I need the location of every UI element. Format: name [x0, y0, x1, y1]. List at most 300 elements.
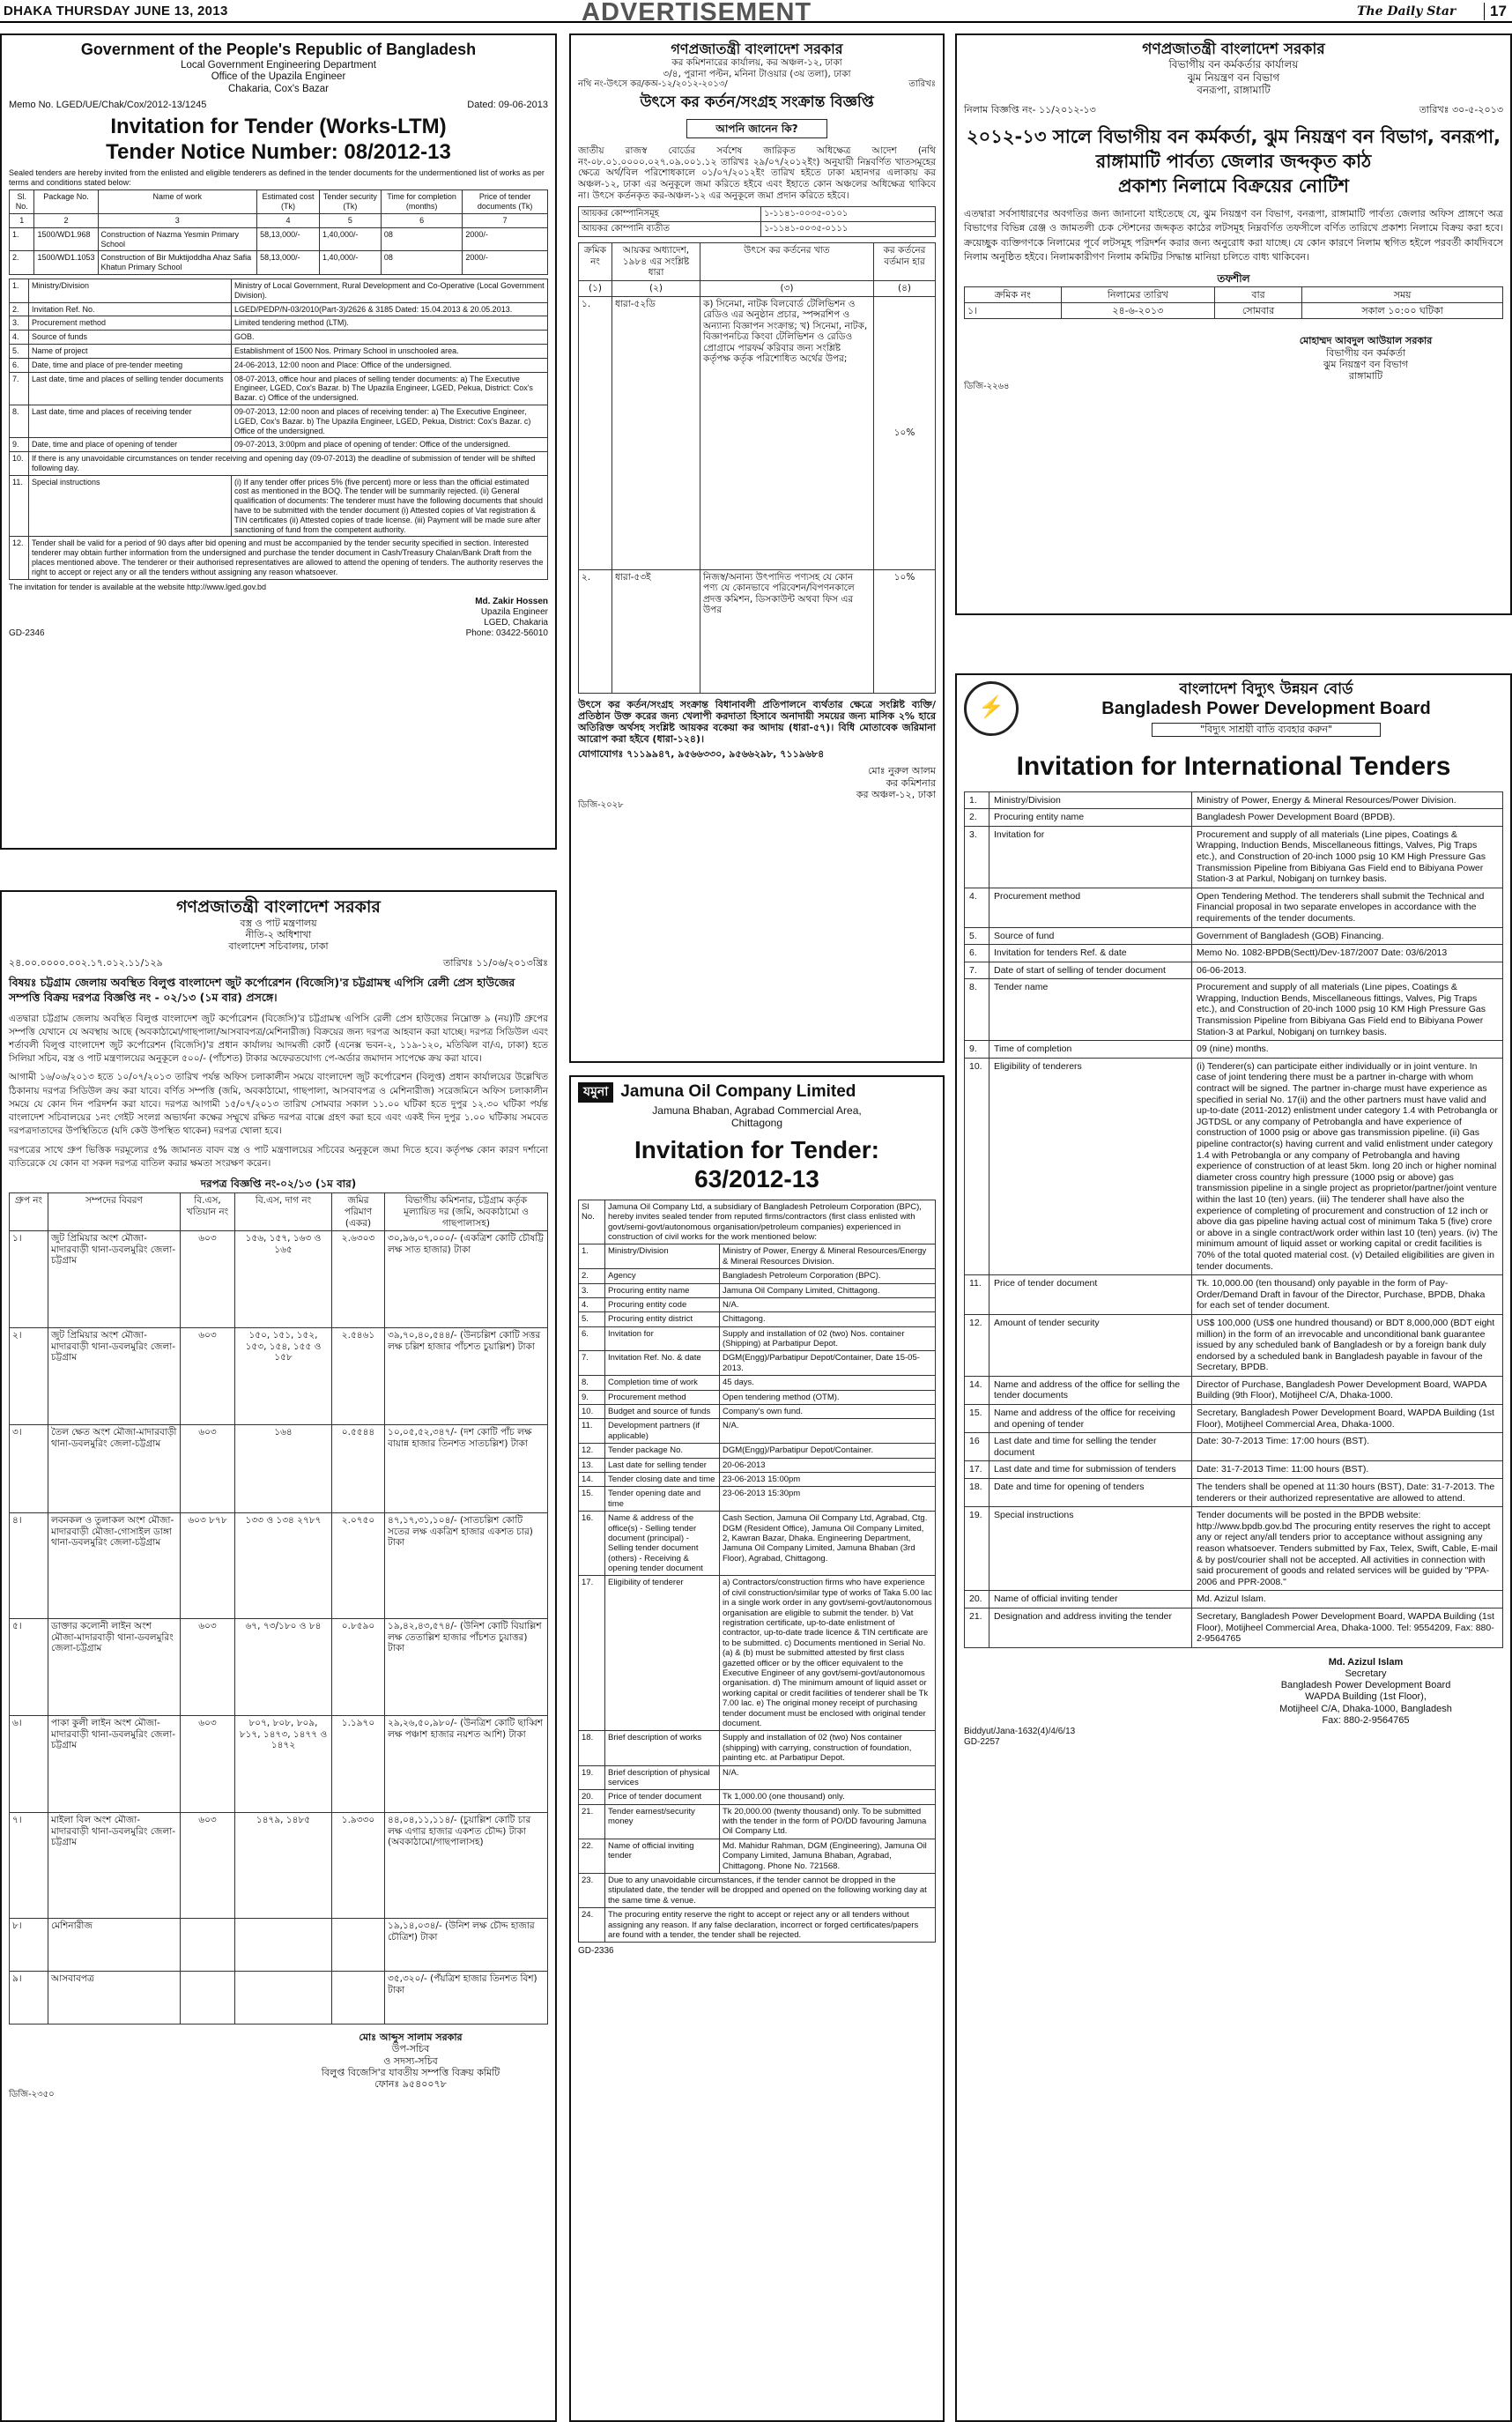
lged-col: Tender security (Tk) [319, 190, 381, 214]
table-row [10, 1231, 548, 1328]
cell: পাকা কুলী লাইন অংশ মৌজা-মাদারবাড়ী থানা-ডবলমুরিং জেলা-চট্টগ্রাম [48, 1716, 181, 1813]
nbr-heading: উৎসে কর কর্তন/সংগ্রহ সংক্রান্ত বিজ্ঞপ্তি [640, 93, 874, 112]
jute-branch: নীতি-২ অধিশাখা [245, 928, 312, 940]
cell: DGM(Engg)/Parbatipur Depot/Container. [720, 1444, 936, 1458]
nbr-col: ক্রমিক নং [579, 243, 612, 281]
cell: নিজস্ব/অনান্য উৎপাদিত পণ্যসহ যে কোন পণ্য যে কোনভাবে পরিবেশন/বিপণনকালে প্রদত্ত কমিশন, ডিসকাউন্ট অথবা ফিস এর উপর [700, 569, 874, 693]
cell: DGM(Engg)/Parbatipur Depot/Container, Date 15-05-2013. [720, 1351, 936, 1376]
cell: Eligibility of tenderers [989, 1058, 1192, 1274]
cell: The procuring entity reserve the right to accept or reject any or all tenders without assigning any reason. If any false declaration, incorrect or forged certificates/papers are found with a tender, the tender shall be rejected. [605, 1908, 936, 1943]
cell: Date of start of selling of tender document [989, 962, 1192, 979]
cell: Designation and address inviting the tender [989, 1608, 1192, 1647]
cell: Eligibility of tenderer [605, 1576, 720, 1731]
cell: GOB. [232, 331, 548, 345]
cell: 08 [381, 227, 462, 251]
bpdb-signer-fax: Fax: 880-2-9564765 [1322, 1714, 1410, 1726]
table-row [965, 1608, 1503, 1647]
cell: ৬০৩ [181, 1619, 235, 1716]
cell: Time of completion [989, 1041, 1192, 1059]
table-row [965, 1507, 1503, 1591]
cell: 1. [579, 1244, 605, 1269]
cell: ১০,০৫,৫২,৩৪৭/- (দশ কোটি পাঁচ লক্ষ বায়ান্ন হাজার তিনশত সাতচল্লিশ) টাকা [385, 1425, 548, 1513]
cell: ১৩৩ ও ১৩৪ ২৭৮৭ [235, 1513, 332, 1619]
lged-col: Name of work [98, 190, 257, 214]
cell: The tenders shall be opened at 11:30 hours (BST), Date: 31-7-2013. The tenderers or their authorized representative are allowed to attend. [1192, 1479, 1503, 1507]
table-row [965, 962, 1503, 979]
cell: ১৫০, ১৫১, ১৫২, ১৫৩, ১৫৪, ১৫৫ ও ১৫৮ [235, 1328, 332, 1425]
jute-phone: ফোনঃ ৯৫৪০০৭৮ [374, 2077, 447, 2090]
cell: সোমবার [1214, 303, 1301, 319]
table-row [965, 945, 1503, 962]
jute-signer-org: ও সদস্য-সচিব [383, 2054, 438, 2067]
cell: Procurement method [605, 1390, 720, 1404]
nbr-col: কর কর্তনের বর্তমান হার [874, 243, 936, 281]
cell: 58,13,000/- [257, 227, 320, 251]
nbr-memo: নথি নং-উৎসে কর/কঅ-১২/২০১২-২০১৩/ [578, 79, 728, 90]
cell: ১০% [874, 296, 936, 569]
jute-col: জমির পরিমাণ (একর) [332, 1193, 385, 1231]
cell: Ministry/Division [989, 791, 1192, 809]
table-row [10, 251, 548, 275]
nbr-colnum: (৪) [874, 280, 936, 296]
table-row [965, 1433, 1503, 1461]
nbr-address: ৩/৪, পুরানা পল্টন, মনিনা টাওয়ার (৩য় তলা), ঢাকা [663, 68, 851, 79]
cell: 15. [579, 1487, 605, 1512]
table-row [10, 344, 548, 358]
jute-col: বি.এস, খতিয়ান নং [181, 1193, 235, 1231]
cell: 23. [579, 1874, 605, 1908]
jamuna-title: Jamuna Oil Company Limited [620, 1082, 856, 1101]
cell: ০.৫৫৪৪ [332, 1425, 385, 1513]
bpdb-logo-icon: ⚡ [964, 681, 1019, 736]
cell: আসবাবপত্র [48, 1972, 181, 2025]
cell: Ministry of Power, Energy & Mineral Resources/Energy & Mineral Resources Division. [720, 1244, 936, 1269]
cell: 2. [10, 302, 29, 316]
forest-office: বিভাগীয় বন কর্মকর্তার কার্যালয় [1168, 58, 1299, 71]
cell: Procuring entity name [605, 1283, 720, 1297]
jute-body3: দরপত্রের সাথে গ্রুপ ভিত্তিক দরমূল্যের ৫% জামানত বাবদ বস্ত্র ও পাট মন্ত্রণালয়ের সচিবের অনুকূলে জমা দিতে হবে। কর্তৃপক্ষ কোন কারণ দর্শানো ব্যতিরেকে যে কোন বা সকল দরপত্র বাতিল করার ক্ষমতা সংরক্ষণ করেন। [9, 1144, 548, 1169]
cell: Construction of Bir Muktijoddha Ahaz Safia Khatun Primary School [98, 251, 257, 275]
table-row [579, 1444, 936, 1458]
cell: Invitation Ref. No. [29, 302, 232, 316]
cell: 13. [579, 1458, 605, 1472]
cell: Jamuna Oil Company Ltd, a subsidiary of Bangladesh Petroleum Corporation (BPC), hereby invites sealed tender from reputed firms/contractors (first class enlisted with govt/semi-govt/autonomous organisation/petroleum companies) experienced in construction of civil works for the work mentioned below: [605, 1200, 936, 1244]
cell: Source of funds [29, 331, 232, 345]
cell: ৪৪,০৪,১১,১১৪/- (চুয়াল্লিশ কোটি চার লক্ষ এগার হাজার একশত চৌদ্দ) টাকা (অবকাঠামো/গাছপালাসহ) [385, 1813, 548, 1919]
cell: 3. [10, 316, 29, 331]
cell [181, 1919, 235, 1972]
table-row [10, 316, 548, 331]
lged-heading: Invitation for Tender (Works-LTM) [110, 115, 447, 139]
cell: সকাল ১০:০০ ঘটিকা [1302, 303, 1503, 319]
table-row [579, 1487, 936, 1512]
nbr-code-table [578, 206, 936, 237]
cell: ২. [579, 569, 612, 693]
cell: Budget and source of funds [605, 1405, 720, 1419]
cell: ১. [579, 296, 612, 569]
cell: 12. [965, 1314, 989, 1376]
cell [235, 1919, 332, 1972]
forest-heading: ২০১২-১৩ সালে বিভাগীয় বন কর্মকর্তা, ঝুম নিয়ন্ত্রণ বন বিভাগ, বনরূপা, রাঙ্গামাটি পার্বত্য জেলার জব্দকৃত কাঠ [966, 125, 1501, 173]
lged-signer: Md. Zakir Hossen [475, 597, 548, 607]
cell: ১৯,৪২,৪৩,৫৭৪/- (উনিশ কোটি বিয়াল্লিশ লক্ষ তেতাল্লিশ হাজার পাঁচশত চুয়াত্তর) টাকা [385, 1619, 548, 1716]
table-row [579, 1326, 936, 1351]
table-row [965, 888, 1503, 927]
nbr-contact: যোগাযোগঃ ৭১১৯৯৪৭, ৯৫৬৬৩৩০, ৯৫৬৬২৯৮, ৭১১৯৬৮৪ [578, 748, 825, 761]
cell: ধারা-৫৩ই [612, 569, 700, 693]
cell: 2. [965, 809, 989, 827]
masthead-page-number: 17 [1484, 3, 1507, 20]
lged-col: Sl. No. [10, 190, 34, 214]
cell: Secretary, Bangladesh Power Development Board, WAPDA Building (1st Floor), Motijheel Commercial Area, Dhaka-1000. [1192, 1405, 1503, 1433]
cell: 1. [965, 791, 989, 809]
cell: 6. [579, 1326, 605, 1351]
cell: ১.১৯৭০ [332, 1716, 385, 1813]
table-row [579, 1405, 936, 1419]
cell: 06-06-2013. [1192, 962, 1503, 979]
cell: ০.৮৫৯০ [332, 1619, 385, 1716]
jute-property-table [9, 1192, 548, 2025]
lged-phone: Phone: 03422-56010 [465, 628, 548, 639]
cell: 7. [579, 1351, 605, 1376]
table-row [10, 1972, 548, 2025]
table-row [579, 222, 936, 237]
nbr-code: ডিজি-২০২৮ [578, 800, 624, 810]
table-row [965, 826, 1503, 888]
table-row [965, 1041, 1503, 1059]
cell [181, 1972, 235, 2025]
masthead [0, 0, 1512, 26]
nbr-colnum: (২) [612, 280, 700, 296]
cell: ৪। [10, 1513, 48, 1619]
bpdb-code2: GD-2257 [964, 1736, 1000, 1747]
table-row [579, 1458, 936, 1472]
cell: ১৫৬, ১৫৭, ১৬৩ ও ১৬৫ [235, 1231, 332, 1328]
cell: Last date, time and places of selling tender documents [29, 372, 232, 405]
masthead-paper-name: The Daily Star [1357, 4, 1456, 19]
cell: ২৪-৬-২০১৩ [1061, 303, 1214, 319]
lged-website: The invitation for tender is available at the website http://www.lged.gov.bd [9, 582, 266, 591]
cell: 24. [579, 1908, 605, 1943]
table-row [10, 331, 548, 345]
cell: ১। [965, 303, 1062, 319]
forest-col: সময় [1302, 287, 1503, 303]
table-row [579, 1765, 936, 1790]
cell: Secretary, Bangladesh Power Development Board, WAPDA Building (1st Floor), Motijheel Commercial Area, Dhaka-1000. Tel: 9554209, Fax: 880-2-9564765 [1192, 1608, 1503, 1647]
bpdb-signer: Md. Azizul Islam [1328, 1656, 1404, 1668]
jute-body1: এতদ্বারা চট্টগ্রাম জেলায় অবস্থিত বিলুপ্ত বাংলাদেশ জুট কর্পোরেশন (বিজেসি)'র চট্টগ্রামস্থ এপিসি রেলী প্রেস হাউজের নিম্নোক্ত ৯ (নয়)টি গ্রুপের সম্পত্তি যেখানে যে অবস্থায় আছে (অবকাঠামো/গাছপালা/আসবাবপত্র/মেশিনারীজ) বিক্রয়ের জন্য দরপত্র আহবান করা যাচ্ছে। দরপত্র সিডিউল এবং শর্তাবলী বিলুপ্ত বাংলাদেশ জুট কর্পোরেশন (বিজেসি)'র প্রধান কার্যালয় আদমজী কোর্ট (এনেক্স ভবন-২, ১১৯-১২০, মতিঝিল বা/এ, ঢাকা) হতে সিলিয়া সচিব, বস্ত্র ও পাট মন্ত্রণালয়ের অনুকূলে ৫০০/- (পাঁচশত) টাকার অফেরতযোগ্য পে-অর্ডার জমাদান সাপেক্ষে ক্রয় করা যাবে। [9, 1013, 548, 1065]
table-row [10, 358, 548, 372]
table-row [965, 1405, 1503, 1433]
cell: Tender package No. [605, 1444, 720, 1458]
forest-memo: নিলাম বিজ্ঞপ্তি নং- ১১/২০১২-১৩ [964, 103, 1096, 115]
bpdb-signer-org: Bangladesh Power Development Board [1280, 1680, 1451, 1691]
cell: ১৯,১৪,০৩৪/- (উনিশ লক্ষ চৌদ্দ হাজার চৌত্রিশ) টাকা [385, 1919, 548, 1972]
table-row [10, 438, 548, 452]
forest-signer-org: ঝুম নিয়ন্ত্রণ বন বিভাগ [1323, 358, 1408, 370]
cell: ৪৭,১৭,৩১,১০৪/- (সাতচল্লিশ কোটি সতের লক্ষ একত্রিশ হাজার একশত চার) টাকা [385, 1513, 548, 1619]
table-row [579, 296, 936, 569]
jute-subject: বিষয়ঃ চট্টগ্রাম জেলায় অবস্থিত বিলুপ্ত বাংলাদেশ জুট কর্পোরেশন (বিজেসি)'র চট্টগ্রামস্থ এপিসি রেলী প্রেস হাউজের সম্পত্তি বিক্রয় দরপত্র বিজ্ঞপ্তি নং - ০২/১৩ (১ম বার) প্রসঙ্গে। [9, 975, 515, 1005]
table-row [10, 475, 548, 537]
jamuna-heading1: Invitation for Tender: [634, 1135, 879, 1163]
jamuna-terms-table [578, 1200, 936, 1943]
cell: 19. [965, 1507, 989, 1591]
lged-colnum: 1 [10, 213, 34, 227]
cell: ৩৫,৩২০/- (পঁয়ত্রিশ হাজার তিনশত বিশ) টাকা [385, 1972, 548, 2025]
cell: ১০% [874, 569, 936, 693]
cell: Last date for selling tender [605, 1458, 720, 1472]
cell: a) Contractors/construction firms who have experience of civil construction/similar type of works of Taka 5.00 lac in a single work order in any govt/semi-govt/autonomous organisation are eligible to submit the tender. b) Vat registration certificate, up-to-date enlistment of contractor, up-to-date trade licence & TIN certificate are to be submitted. c) Documents mentioned in Serial No. (a) & (b) must be submitted attested by first class gazetted officer or by the officer equivalent to the Executive Engineer of any govt/semi-govt/autonomous organisation. d) The minimum amount of liquid asset or working capital or credit facilities of tenderer shall be Tk 7.00 lac. e) The original money receipt of purchasing tender document must be enclosed with original tender document. [720, 1576, 936, 1731]
table-row [10, 1919, 548, 1972]
jute-title: গণপ্রজাতন্ত্রী বাংলাদেশ সরকার [176, 897, 381, 917]
cell: 8. [579, 1376, 605, 1390]
cell: 1500/WD1.1053 [34, 251, 98, 275]
cell: Government of Bangladesh (GOB) Financing. [1192, 927, 1503, 945]
cell: Ministry/Division [29, 279, 232, 302]
cell: Name of official inviting tender [989, 1591, 1192, 1608]
cell: 17. [965, 1461, 989, 1479]
table-row [10, 1619, 548, 1716]
cell: 21. [965, 1608, 989, 1647]
cell: Memo No. 1082-BPDB(Sectt)/Dev-187/2007 Date: 03/6/2013 [1192, 945, 1503, 962]
cell: Tk. 10,000.00 (ten thousand) only payable in the form of Pay-Order/Demand Draft in favour of the Director, Purchase, BPDB, Dhaka for each set of tender document. [1192, 1275, 1503, 1315]
cell: জুট প্রিমিয়ার অংশ মৌজা-মাদারবাড়ী থানা-ডবলমুরিং জেলা-চট্টগ্রাম [48, 1231, 181, 1328]
masthead-section: ADVERTISEMENT [582, 0, 812, 26]
table-row [579, 1839, 936, 1873]
cell: (i) If any tender offer prices 5% (five percent) more or less than the official estimated cost as mentioned in the BOQ. The tender will be summarily rejected. (ii) General qualification of documents: The tenderer must have the following documents that should have to be submitted with the tender document (i) Attested copies of Vat registration & TIN certificates (ii) Attested copies of trade license. (iii) Payment will be made sure after sanctioning of fund from the competent authority. [232, 475, 548, 537]
cell: Ministry/Division [605, 1244, 720, 1269]
forest-table-title: তফশীল [1217, 271, 1250, 285]
cell: Name of project [29, 344, 232, 358]
jamuna-heading2: 63/2012-13 [694, 1165, 819, 1193]
cell: ক) সিনেমা, নাটক বিলবোর্ড টেলিভিশন ও রেডিও এর অনুষ্ঠান প্রচার, স্পন্সরশিপ ও অন্যান্য বিজ্ঞাপন সংক্রান্ত; খ) সিনেমা, নাটক, বিজ্ঞাপনচিত্র কিংবা টেলিভিশন ও রেডিও প্রোগ্রামে পারফর্ম করিবার জন্য সংশ্লিষ্ট কর্তৃপক্ষ কর্তৃক পরিশোধিত অর্থের উপর; [700, 296, 874, 569]
cell: 16. [579, 1512, 605, 1576]
table-row [965, 1461, 1503, 1479]
lged-colnum: 4 [257, 213, 320, 227]
cell: Last date and time for selling the tender document [989, 1433, 1192, 1461]
cell: ২.৫৪৬১ [332, 1328, 385, 1425]
lged-signer-title: Upazila Engineer [480, 607, 548, 618]
forest-place: বনরূপা, রাঙ্গামাটি [1197, 84, 1271, 97]
cell: তৈল ক্ষেত অংশ মৌজা-মাদারবাড়ী থানা-ডবলমুরিং জেলা-চট্টগ্রাম [48, 1425, 181, 1513]
cell: 21. [579, 1804, 605, 1839]
cell: Limited tendering method (LTM). [232, 316, 548, 331]
cell: ১৬৪ [235, 1425, 332, 1513]
cell: 10. [965, 1058, 989, 1274]
jute-col: গ্রুপ নং [10, 1193, 48, 1231]
table-row [579, 1200, 936, 1244]
cell: 2. [579, 1269, 605, 1283]
cell: Invitation for [605, 1326, 720, 1351]
table-row [965, 1314, 1503, 1376]
cell: 5. [10, 344, 29, 358]
cell: 9. [10, 438, 29, 452]
cell: US$ 100,000 (US$ one hundred thousand) or BDT 8,000,000 (BDT eight million) in the form of an irrevocable and unconditional bank guarantee issued by any scheduled bank of Bangladesh or by a foreign bank duly endorsed by a scheduled bank in Bangladesh payable in favour of the Secretary, BPDB. [1192, 1314, 1503, 1376]
nbr-colnum: (১) [579, 280, 612, 296]
table-row [579, 1390, 936, 1404]
cell: ৬০৩ [181, 1328, 235, 1425]
cell: 4. [965, 888, 989, 927]
cell: Date and time for opening of tenders [989, 1479, 1192, 1507]
forest-dated: তারিখঃ ৩০-৫-২০১৩ [1419, 103, 1503, 115]
cell: ১-১১৪১-০০৩৫-০১০১ [761, 207, 936, 222]
cell: 4. [579, 1297, 605, 1311]
cell: Brief description of works [605, 1731, 720, 1765]
jute-sale-ad [0, 890, 557, 2422]
cell [332, 1919, 385, 1972]
table-row [965, 1591, 1503, 1608]
bpdb-title: Bangladesh Power Development Board [1101, 699, 1431, 719]
cell: ১-১১৪১-০০৩৫-০১১১ [761, 222, 936, 237]
nbr-rate-table [578, 242, 936, 693]
cell: Completion time of work [605, 1376, 720, 1390]
cell: ৫। [10, 1619, 48, 1716]
lged-title: Government of the People's Republic of Bangladesh [80, 41, 477, 58]
cell: 1. [10, 279, 29, 302]
cell: Special instructions [989, 1507, 1192, 1591]
cell: Tender name [989, 979, 1192, 1041]
lged-col: Price of tender documents (Tk) [463, 190, 548, 214]
cell: আয়কর কোম্পানি ব্যতীত [579, 222, 761, 237]
table-row [579, 1376, 936, 1390]
cell: 15. [965, 1405, 989, 1433]
cell: ৬৭, ৭৩/১৮০ ও ৮৪ [235, 1619, 332, 1716]
cell: 14. [965, 1376, 989, 1404]
nbr-col: আয়কর অধ্যাদেশ, ১৯৮৪ এর সংশ্লিষ্ট ধারা [612, 243, 700, 281]
cell: লবনকল ও তুলাকল অংশ মৌজা-মাদারবাড়ী মৌজা-গোসাইল ডাঙ্গা থানা-ডবলমুরিং জেলা-চট্টগ্রাম [48, 1513, 181, 1619]
table-row [965, 1275, 1503, 1315]
cell: 58,13,000/- [257, 251, 320, 275]
cell: 3. [579, 1283, 605, 1297]
forest-body: এতদ্বারা সর্বসাধারণের অবগতির জন্য জানানো যাইতেছে যে, ঝুম নিয়ন্ত্রণ বন বিভাগ, বনরূপা, রাঙ্গামাটি পার্বত্য জেলার অফিস প্রাঙ্গণে অত্র বিভাগের বিভিন্ন রেঞ্জ ও জামতলী চেক স্টেশনের জব্দকৃত কাঠের লটসমূহ নিম্নবর্ণিত তফসীলে বর্ণিত তারিখে প্রকাশ্য নিলামে বিক্রয় করা হবে। ক্রয়েচ্ছুক ব্যক্তিগণকে নিলামের পূর্বে লটসমূহ পরিদর্শন করার জন্য অনুরোধ করা যাচ্ছে। যে কোন কারণে নিলাম স্থগিত হইলে পরবর্তী কার্যদিবসে নিলাম অনুষ্ঠিত হইবে। নিলামকারীগণ নিলাম কমিটির সিদ্ধান্ত মানিয়া চলিতে বাধ্য থাকিবেন। [964, 207, 1503, 264]
table-row [965, 303, 1503, 319]
jute-signer-title: উপ-সচিব [391, 2043, 430, 2055]
cell: N/A. [720, 1297, 936, 1311]
cell: Date, time and place of opening of tender [29, 438, 232, 452]
table-row [10, 372, 548, 405]
cell: Price of tender document [605, 1790, 720, 1804]
cell [235, 1972, 332, 2025]
cell: Name & address of the office(s) - Selling tender document (principal) - Selling tender document (others) - Receiving & opening tender document [605, 1512, 720, 1576]
cell: Supply and installation of 02 (two) Nos. container (Shipping) at Parbatipur Depot. [720, 1326, 936, 1351]
cell: 2000/- [463, 251, 548, 275]
bpdb-code1: Biddyut/Jana-1632(4)/4/6/13 [964, 1726, 1076, 1736]
cell: ১৪৭৯, ১৪৮৫ [235, 1813, 332, 1919]
cell: ডাক্তার কলোনী লাইন অংশ মৌজা-মাদারবাড়ী থানা-ডবলমুরিং জেলা-চট্টগ্রাম [48, 1619, 181, 1716]
jute-memo: ২৪.০০.০০০০.০০২.১৭.০১২.১১/১২৯ [9, 957, 163, 970]
cell: মাইলা বিল অংশ মৌজা-মাদারবাড়ী থানা-ডবলমুরিং জেলা-চট্টগ্রাম [48, 1813, 181, 1919]
cell: Invitation for tenders Ref. & date [989, 945, 1192, 962]
cell: ৬০৩ [181, 1716, 235, 1813]
cell: Last date, time and places of receiving tender [29, 405, 232, 437]
cell: Name and address of the office for receiving and opening of tender [989, 1405, 1192, 1433]
cell: Procuring entity name [989, 809, 1192, 827]
nbr-tax-ad [569, 33, 945, 1063]
table-row [965, 791, 1503, 809]
table-row [579, 1804, 936, 1839]
forest-code: ডিজি-২২৬৪ [964, 382, 1010, 392]
cell: Procurement and supply of all materials (Line pipes, Coatings & Wrapping, Induction Bends, Miscellaneous fittings, Valves, Pig Traps etc.), and Construction of 20-inch 1000 psig 10 KM High Pressure Gas Transmission Pipeline from Bibiyana Gas Field end to Bibiyana Power Station-3 at Parkul, Nobiganj on turnkey basis. [1192, 979, 1503, 1041]
table-row [10, 405, 548, 437]
cell: ২.০৭৫০ [332, 1513, 385, 1619]
table-row [10, 452, 548, 476]
cell: 1. [10, 227, 34, 251]
forest-signer-place: রাঙ্গামাটি [1348, 369, 1383, 382]
cell: 8. [965, 979, 989, 1041]
cell: 14. [579, 1472, 605, 1486]
cell: Procuring entity code [605, 1297, 720, 1311]
cell: Bangladesh Power Development Board (BPDB). [1192, 809, 1503, 827]
cell: Name and address of the office for selling the tender documents [989, 1376, 1192, 1404]
jute-col: বিভাগীয় কমিশনার, চট্টগ্রাম কর্তৃক মূল্যায়িত দর (জমি, অবকাঠামো ও গাছপালাসহ) [385, 1193, 548, 1231]
bpdb-tender-ad [955, 673, 1512, 2422]
table-row [10, 1813, 548, 1919]
table-row [579, 1908, 936, 1943]
forest-col: নিলামের তারিখ [1061, 287, 1214, 303]
table-row [579, 1790, 936, 1804]
cell: ৩৯,৭০,৪০,৫৪৪/- (উনচল্লিশ কোটি সত্তর লক্ষ চল্লিশ হাজার পাঁচশত চুয়াল্লিশ) টাকা [385, 1328, 548, 1425]
jute-col: সম্পদের বিবরণ [48, 1193, 181, 1231]
cell: Supply and installation of 02 (two) Nos container (shipping) with carrying, construction of foundation, painting etc. at Parbatipur Depot. [720, 1731, 936, 1765]
cell: 6. [965, 945, 989, 962]
table-row [579, 1472, 936, 1486]
cell: 12. [579, 1444, 605, 1458]
lged-office: Office of the Upazila Engineer [211, 71, 346, 83]
cell: Last date and time for submission of tenders [989, 1461, 1192, 1479]
lged-signer-org: LGED, Chakaria [484, 618, 548, 628]
lged-colnum: 5 [319, 213, 381, 227]
cell: 23-06-2013 15:30pm [720, 1487, 936, 1512]
cell: Agency [605, 1269, 720, 1283]
table-row [579, 569, 936, 693]
jute-ministry: বস্ত্র ও পাট মন্ত্রণালয় [240, 917, 317, 929]
cell: 08-07-2013, office hour and places of selling tender documents: a) The Executive Engineer, LGED, Cox's Bazar. b) The Upazila Engineer, LGED, Pekua, District: Cox's Bazar. c) Office of the undersigned. [232, 372, 548, 405]
table-row [965, 927, 1503, 945]
table-row [579, 1731, 936, 1765]
cell: Tender earnest/security money [605, 1804, 720, 1839]
table-row [10, 537, 548, 579]
cell: Date: 31-7-2013 Time: 11:00 hours (BST). [1192, 1461, 1503, 1479]
cell: 5. [965, 927, 989, 945]
jamuna-code: GD-2336 [578, 1946, 614, 1957]
lged-place: Chakaria, Cox's Bazar [227, 84, 330, 95]
cell: 23-06-2013 15:00pm [720, 1472, 936, 1486]
cell: (i) Tenderer(s) can participate either individually or in joint venture. In case of joint tendering there must be a partner in-charge with whom contract will be signed. The partner in-charge must have experience as specified in serial No. 17(ii) and the other partners must have valid and up-to-date (2011-2012) enlistment under category 1.4 with Petrobangla or JGTDSL or any company of Petrobangla and have experience of construction of 1000 psig or above gas transmission pipeline. (ii) Gas pipeline contractor(s) having current and valid enlistment under category 1.4 with Petrobangla or any company of Petrobangla and having experience of construction of at least 5km. long 20 inch or higher nominal diameter cross country high pressure (1000 psig or above) gas transmission pipeline in a single project as proprietor/partner/joint venture within the last 10 (ten) years. (iii) The tenderer shall have also the experience of completing of procurement and construction of 12 inch or above dia gas pipeline having actual cost of minimum Taka 5 (five) crore or above in a single contract/work order within last 10 (ten) years. (iv) The minimum amount of liquid asset or working capital or credit facilities is 70% of the total quoted material cost. (v) Detailed eligibilities are given in tender documents. [1192, 1058, 1503, 1274]
cell: 6. [10, 358, 29, 372]
cell: Procuring entity district [605, 1312, 720, 1326]
cell: 16 [965, 1433, 989, 1461]
nbr-signer-org: কর অঞ্চল-১২, ঢাকা [856, 788, 936, 800]
cell: Tk 20,000.00 (twenty thousand) only. To be submitted with the tender in the form of PO/DD favouring Jamuna Oil Company Ltd. [720, 1804, 936, 1839]
cell: Construction of Nazma Yesmin Primary School [98, 227, 257, 251]
nbr-memo-date: তারিখঃ [908, 79, 936, 90]
table-row [965, 979, 1503, 1041]
cell: 11. [579, 1419, 605, 1444]
forest-col: ক্রমিক নং [965, 287, 1062, 303]
table-row [579, 1351, 936, 1376]
cell: Director of Purchase, Bangladesh Power Development Board, WAPDA Building (9th Floor), Motijheel C/A, Dhaka-1000. [1192, 1376, 1503, 1404]
cell: 5. [579, 1312, 605, 1326]
table-row [10, 1328, 548, 1425]
cell: 45 days. [720, 1376, 936, 1390]
cell: 8. [10, 405, 29, 437]
lged-colnum: 2 [34, 213, 98, 227]
bpdb-signer-addr2: Motijheel C/A, Dhaka-1000, Bangladesh [1279, 1703, 1452, 1714]
cell: Procurement and supply of all materials (Line pipes, Coatings & Wrapping, Induction Bends, Miscellaneous fittings, Valves, Pig Traps etc.), and Construction of 20-inch 1000 psig 10 KM High Pressure Gas Transmission Pipeline from Bibiyana Gas Field end to Bibiyana Power Station-3 at Parkul, Nobiganj on turnkey basis. [1192, 826, 1503, 888]
cell: Procurement method [29, 316, 232, 331]
cell: Amount of tender security [989, 1314, 1192, 1376]
